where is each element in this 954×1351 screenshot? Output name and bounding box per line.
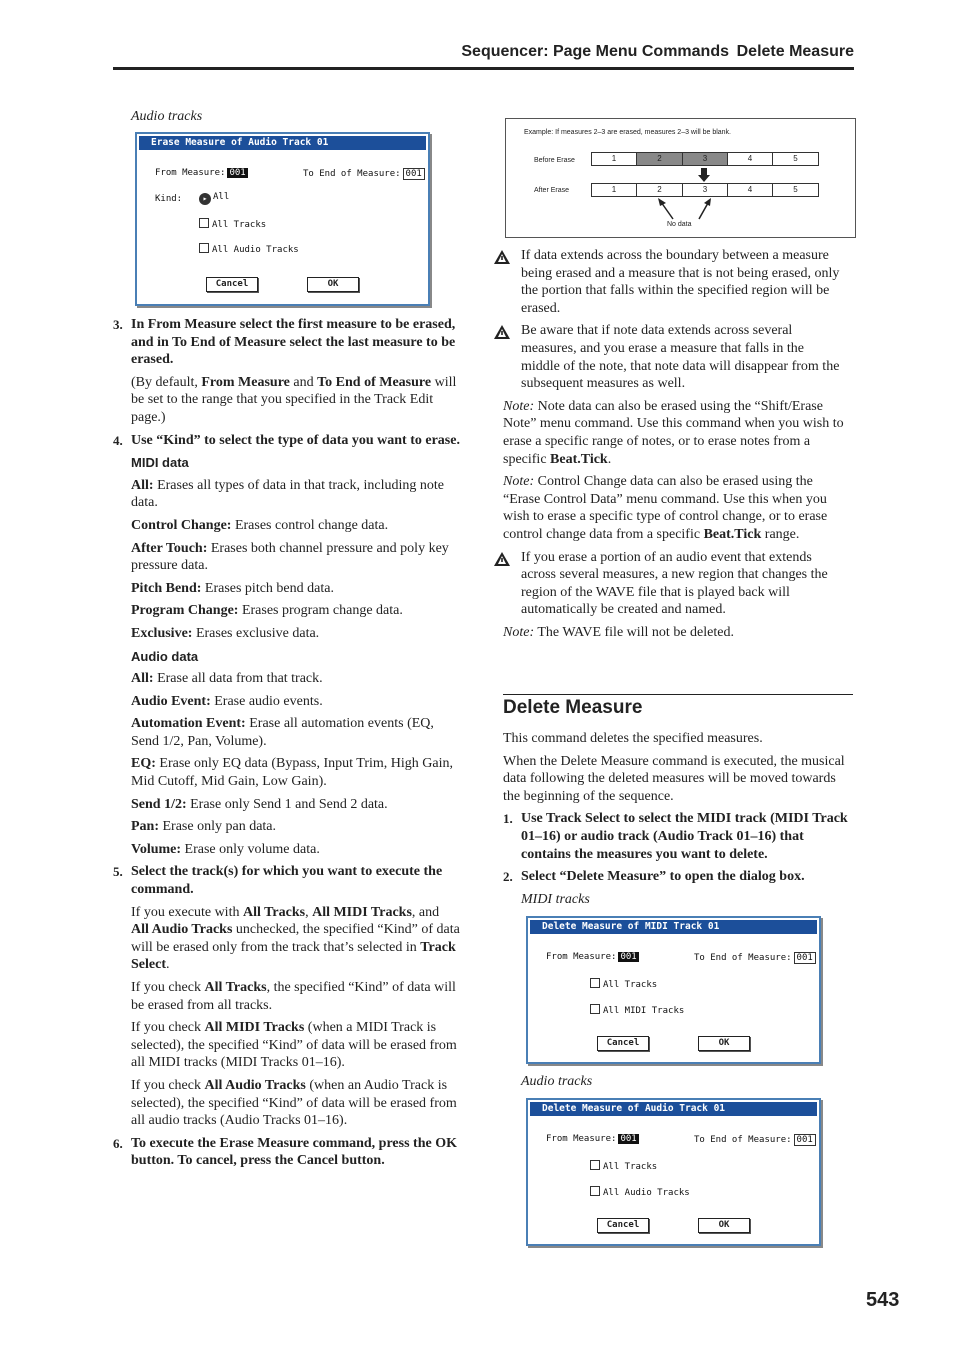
all-audio-tracks-checkbox[interactable]: All Audio Tracks [590, 1186, 690, 1198]
pointer-arrows-icon [656, 197, 716, 221]
delete-measure-midi-dialog [526, 916, 821, 1064]
kind-label: Kind: [155, 194, 183, 204]
audio-item: Volume: Erase only volume data. [131, 841, 320, 857]
step-5-para: If you check All Tracks, the specified “Kind” of data will be erased from all tracks. [131, 980, 456, 1013]
page-number: 543 [866, 1289, 900, 1311]
warning-icon [493, 249, 511, 265]
before-erase-label: Before Erase [534, 157, 575, 164]
dialog-title: Delete Measure of Audio Track 01 [530, 1102, 817, 1116]
after-cell-blank: 2 [636, 183, 683, 197]
left-column-text [113, 316, 460, 1175]
ok-button[interactable]: OK [307, 277, 359, 292]
header-topic: Delete Measure [736, 43, 854, 60]
delete-measure-audio-dialog [526, 1098, 821, 1246]
midi-item: After Touch: Erases both channel pressure and poly key pressure data. [131, 540, 449, 574]
step-3-detail: (By default, From Measure and To End of Measure will be set to the range that you specified in the Track Edit page.) [131, 374, 457, 425]
ok-button[interactable]: OK [698, 1218, 750, 1233]
warning-note: If data extends across the boundary between a measure being erased and a measure that is not being erased, only the portion that falls within the specified region will be erased. [493, 247, 843, 317]
warning-note: If you erase a portion of an audio event that extends across several measures, a new region that changes the region of the WAVE file that is played back will automatically be created and named. [493, 549, 843, 619]
note-erase-note: Note: Note data can also be erased using the “Shift/Erase Note” menu command. Use this command when you wish to erase a specific range of notes, or to erase notes from a specific Beat.Tick. [503, 398, 844, 467]
audio-data-heading: Audio data [131, 648, 199, 664]
all-audio-tracks-checkbox[interactable]: All Audio Tracks [199, 243, 299, 255]
after-erase-label: After Erase [534, 187, 570, 194]
audio-item: EQ: Erase only EQ data (Bypass, Input Trim, High Gain, Mid Cutoff, Mid Gain, Low Gain). [131, 756, 453, 790]
all-midi-tracks-checkbox[interactable]: All MIDI Tracks [590, 1004, 684, 1016]
all-tracks-checkbox[interactable]: All Tracks [590, 978, 657, 990]
audio-item: Audio Event: Erase audio events. [131, 693, 323, 709]
step-5: 5. Select the track(s) for which you want to execute the command. [113, 864, 443, 898]
note-wave: Note: The WAVE file will not be deleted. [503, 624, 734, 640]
example-caption: Example: If measures 2–3 are erased, measures 2–3 will be blank. [524, 129, 731, 136]
page-header [113, 40, 854, 70]
after-cell: 1 [591, 183, 637, 197]
section-title: Delete Measure [503, 697, 643, 718]
from-measure-field[interactable]: From Measure: 001 [546, 952, 637, 962]
step-3: 3. In From Measure select the first measure to be erased, and in To End of Measure select the last measure to be erased. [113, 317, 456, 368]
caption-midi-tracks: MIDI tracks [521, 891, 590, 907]
dialog-title: Erase Measure of Audio Track 01 [139, 136, 426, 150]
cancel-button[interactable]: Cancel [597, 1036, 649, 1051]
after-cell: 5 [772, 183, 819, 197]
section-rule [503, 694, 853, 695]
para: When the Delete Measure command is executed, the musical data following the deleted measures will be moved towards the beginning of the sequence. [503, 753, 845, 804]
before-cell-erased: 3 [682, 152, 728, 166]
erase-measure-dialog [135, 132, 430, 306]
to-end-measure-field[interactable]: To End of Measure: 001 [303, 168, 425, 180]
no-data-label: No data [667, 221, 692, 228]
to-end-measure-field[interactable]: To End of Measure: 001 [694, 952, 816, 964]
before-cell: 4 [727, 152, 773, 166]
ok-button[interactable]: OK [698, 1036, 750, 1051]
before-cell: 1 [591, 152, 637, 166]
before-cell: 5 [772, 152, 819, 166]
note-erase-control: Note: Control Change data can also be erased using the “Erase Control Data” menu command. Use this when you wish to erase a specific type of control change, or to erase control change data from a specific Beat.Tick range. [503, 474, 828, 542]
to-end-measure-field[interactable]: To End of Measure: 001 [694, 1134, 816, 1146]
caption-audio-tracks: Audio tracks [521, 1074, 593, 1089]
warning-icon [493, 551, 511, 567]
delete-measure-text [503, 730, 853, 913]
audio-item: All: Erase all data from that track. [131, 671, 323, 687]
erase-example-diagram [505, 118, 856, 238]
audio-item: Pan: Erase only pan data. [131, 819, 277, 835]
after-cell: 4 [727, 183, 773, 197]
step-4: 4. Use “Kind” to select the type of data you want to erase. [113, 432, 460, 448]
cancel-button[interactable]: Cancel [206, 277, 258, 292]
step-2: 2. Select “Delete Measure” to open the dialog box. [503, 869, 805, 885]
para: This command deletes the specified measures. [503, 731, 763, 746]
step-1: 1. Use Track Select to select the MIDI track (MIDI Track 01–16) or audio track (Audio Track 01–16) that contains the measures you want to delete. [503, 811, 848, 862]
midi-item: Exclusive: Erases exclusive data. [131, 625, 320, 641]
midi-data-heading: MIDI data [131, 455, 189, 471]
cancel-button[interactable]: Cancel [597, 1218, 649, 1233]
before-cell-erased: 2 [636, 152, 683, 166]
audio-item: Send 1/2: Erase only Send 1 and Send 2 data. [131, 796, 388, 812]
header-section: Sequencer: Page Menu Commands [461, 43, 729, 60]
kind-select[interactable]: ▸ All [199, 192, 229, 205]
midi-item: All: Erases all types of data in that track, including note data. [131, 477, 444, 511]
down-arrow-icon [698, 168, 710, 182]
warning-note: Be aware that if note data extends across several measures, and you erase a measure that falls in the middle of the note, that note data will disappear from the subsequent measures as well. [493, 322, 843, 392]
midi-item: Program Change: Erases program change data. [131, 603, 403, 619]
after-cell-blank: 3 [682, 183, 728, 197]
step-5-para: If you check All Audio Tracks (when an Audio Track is selected), the specified “Kind” of data will be erased from all audio tracks (Audio Tracks 01–16). [131, 1077, 457, 1129]
from-measure-field[interactable]: From Measure: 001 [155, 168, 246, 178]
audio-item: Automation Event: Erase all automation events (EQ, Send 1/2, Pan, Volume). [131, 716, 434, 749]
warning-icon [493, 324, 511, 340]
all-tracks-checkbox[interactable]: All Tracks [590, 1160, 657, 1172]
step-5-para: If you check All MIDI Tracks (when a MIDI Track is selected), the specified “Kind” of data will be erased from all MIDI tracks (MIDI Tracks 01–16). [131, 1020, 457, 1071]
kind-radio-icon: ▸ [199, 193, 211, 205]
right-column-text [503, 247, 853, 646]
caption-audio-tracks: Audio tracks [131, 109, 203, 124]
midi-item: Control Change: Erases control change data. [131, 517, 389, 533]
step-6: 6. To execute the Erase Measure command, press the OK button. To cancel, press the Cancel button. [113, 1135, 457, 1169]
dialog-title: Delete Measure of MIDI Track 01 [530, 920, 817, 934]
from-measure-field[interactable]: From Measure: 001 [546, 1134, 637, 1144]
midi-item: Pitch Bend: Erases pitch bend data. [131, 580, 334, 596]
step-5-para: If you execute with All Tracks, All MIDI Tracks, and All Audio Tracks unchecked, the specified “Kind” of data will be erased only from the track that’s selected in Track Select. [131, 904, 460, 973]
all-tracks-checkbox[interactable]: All Tracks [199, 218, 266, 230]
